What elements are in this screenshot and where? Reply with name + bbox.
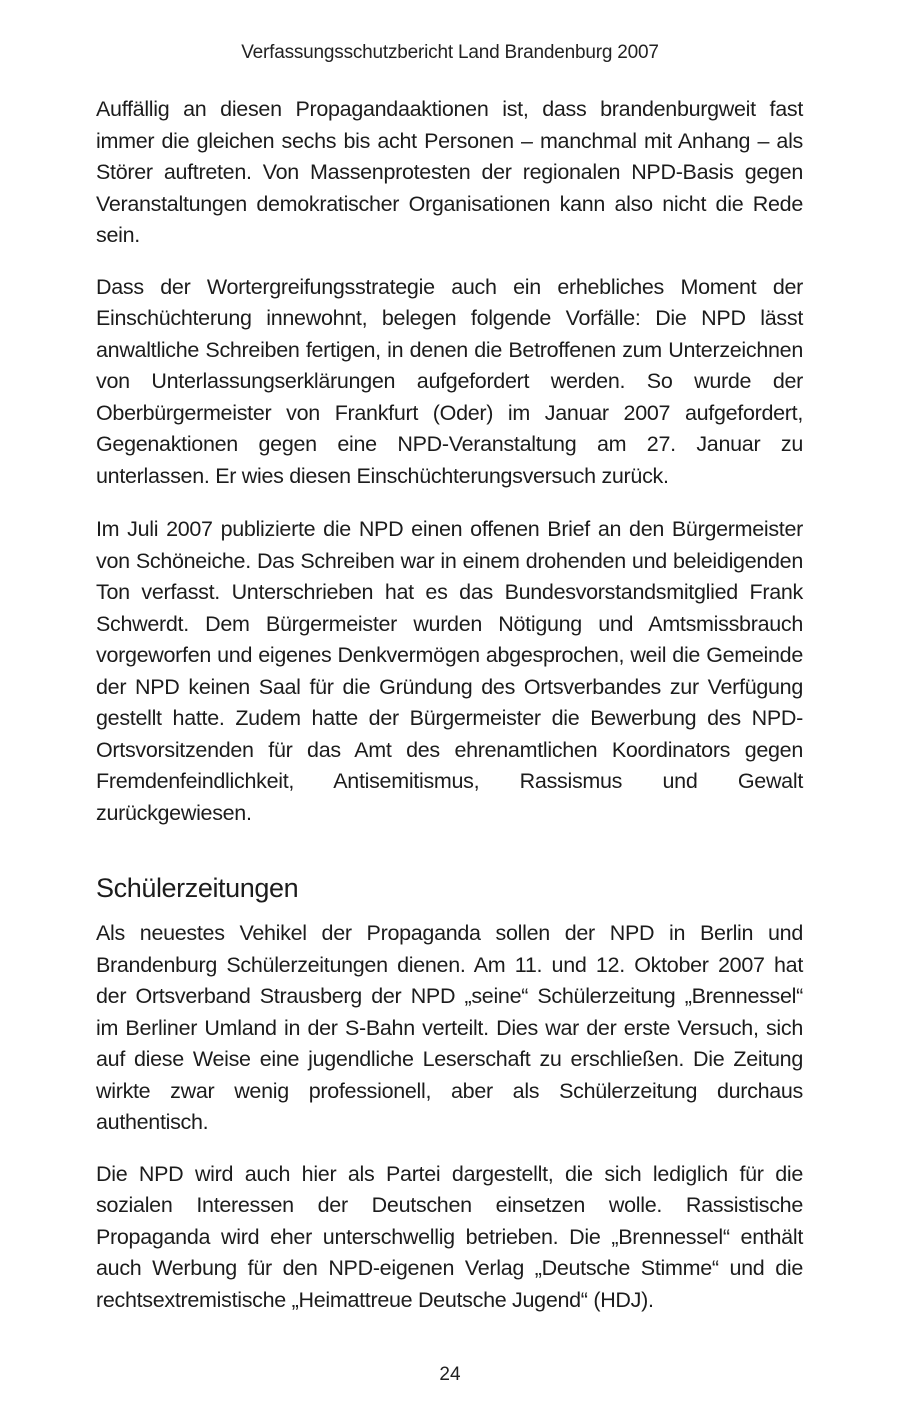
section-heading: Schülerzeitungen <box>96 873 299 903</box>
paragraph: Im Juli 2007 publizierte die NPD einen offenen Brief an den Bürgermeister von Schöneiche. Das Schreiben war in einem drohenden und beleidigenden Ton verfasst. Unterschrieben hat es das Bundesvorstandsmitglied Frank Schwerdt. Dem Bürgermeister wurden Nötigung und Amtsmissbrauch vorgeworfen und eigenes Denkvermögen abgesprochen, weil die Gemeinde der NPD keinen Saal für die Gründung des Ortsverbandes zur Verfügung gestellt hatte. Zudem hatte der Bürgermeister die Bewerbung des NPD-Ortsvorsitzenden für das Amt des ehrenamtlichen Koordinators gegen Fremdenfeindlichkeit, Antisemitismus, Rassismus und Gewalt zurückgewiesen. <box>96 517 803 825</box>
page-number: 24 <box>439 1364 461 1385</box>
paragraph: Dass der Wortergreifungsstrategie auch ein erhebliches Moment der Einschüchterung innewohnt, belegen folgende Vorfälle: Die NPD lässt anwaltliche Schreiben fertigen, in denen die Betroffenen zum Unterzeichnen von Unterlassungserklärungen aufgefordert werden. So wurde der Oberbürgermeister von Frankfurt (Oder) im Januar 2007 aufgefordert, Gegenaktionen gegen eine NPD-Veranstaltung am 27. Januar zu unterlassen. Er wies diesen Einschüchterungsversuch zurück. <box>96 274 803 488</box>
body-text <box>96 94 803 1336</box>
paragraph: Auffällig an diesen Propagandaaktionen ist, dass brandenburgweit fast immer die gleichen sechs bis acht Personen – manchmal mit Anhang – als Störer auftreten. Von Massenprotesten der regionalen NPD-Basis gegen Veranstaltungen demokratischer Organisationen kann also nicht die Rede sein. <box>96 97 803 247</box>
running-header: Verfassungsschutzbericht Land Brandenburg 2007 <box>241 42 659 63</box>
paragraph: Als neuestes Vehikel der Propaganda sollen der NPD in Berlin und Brandenburg Schülerzeitungen dienen. Am 11. und 12. Oktober 2007 hat der Ortsverband Strausberg der NPD „seine“ Schülerzeitung „Brennessel“ im Berliner Umland in der S-Bahn verteilt. Dies war der erste Versuch, sich auf diese Weise eine jugendliche Leserschaft zu erschließen. Die Zeitung wirkte zwar wenig professionell, aber als Schülerzeitung durchaus authentisch. <box>96 921 803 1134</box>
paragraph: Die NPD wird auch hier als Partei dargestellt, die sich lediglich für die sozialen Interessen der Deutschen einsetzen wolle. Rassistische Propaganda wird eher unterschwellig betrieben. Die „Brennessel“ enthält auch Werbung für den NPD-eigenen Verlag „Deutsche Stimme“ und die rechtsextremistische „Heimattreue Deutsche Jugend“ (HDJ). <box>96 1161 803 1312</box>
